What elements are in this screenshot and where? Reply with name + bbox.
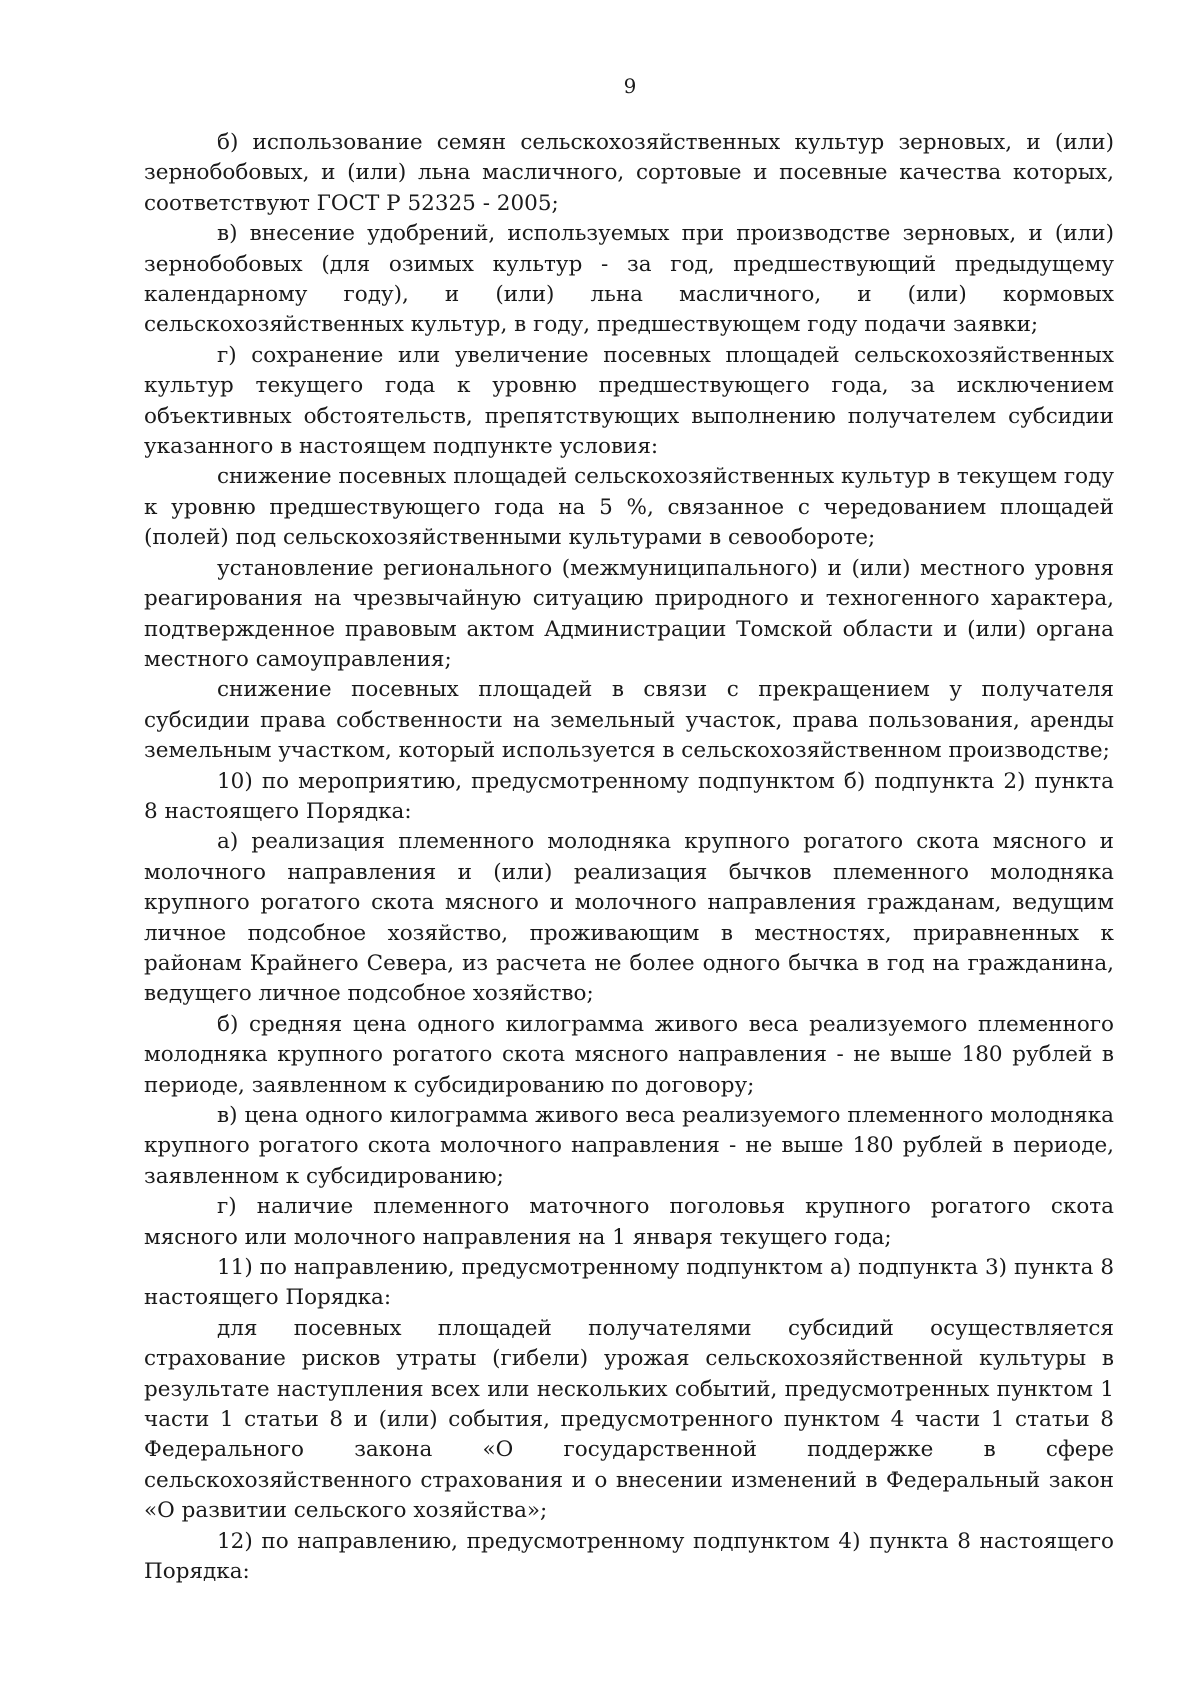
- paragraph: а) реализация племенного молодняка крупного рогатого скота мясного и молочного направления и (или) реализация бычков племенного молодняка крупного рогатого скота мясного и молочного направления гражданам, ведущим личное подсобное хозяйство, проживающим в местностях, приравненных к районам Крайнего Севера, из расчета не более одного бычка в год на гражданина, ведущего личное подсобное хозяйство;: [144, 829, 1114, 1007]
- paragraph: б) использование семян сельскохозяйственных культур зерновых, и (или) зернобобовых, и (или) льна масличного, сортовые и посевные качества которых, соответствуют ГОСТ Р 52325 - 2005;: [144, 130, 1114, 216]
- paragraph: снижение посевных площадей сельскохозяйственных культур в текущем году к уровню предшествующего года на 5 %, связанное с чередованием площадей (полей) под сельскохозяйственными культурами в севообороте;: [144, 464, 1114, 551]
- paragraph: в) внесение удобрений, используемых при производстве зерновых, и (или) зернобобовых (для озимых культур - за год, предшествующий предыдущему календарному году), и (или) льна масличного, и (или) кормовых сельскохозяйственных культур, в году, предшествующем году подачи заявки;: [144, 221, 1114, 338]
- paragraph: установление регионального (межмуниципального) и (или) местного уровня реагирования на чрезвычайную ситуацию природного и техногенного характера, подтвержденное правовым актом Администрации Томской области и (или) органа местного самоуправления;: [144, 555, 1114, 672]
- page-number: 9: [623, 74, 637, 98]
- paragraph: 12) по направлению, предусмотренному подпунктом 4) пункта 8 настоящего Порядка:: [144, 1528, 1114, 1585]
- paragraph: снижение посевных площадей в связи с прекращением у получателя субсидии права собственности на земельный участок, права пользования, аренды земельным участком, который используется в сельскохозяйственном производстве;: [144, 677, 1114, 764]
- paragraph: 10) по мероприятию, предусмотренному подпунктом б) подпункта 2) пункта 8 настоящего Порядка:: [144, 768, 1114, 824]
- paragraph: г) сохранение или увеличение посевных площадей сельскохозяйственных культур текущего года к уровню предшествующего года, за исключением объективных обстоятельств, препятствующих выполнению получателем субсидии указанного в настоящем подпункте условия:: [144, 342, 1114, 460]
- paragraph: в) цена одного килограмма живого веса реализуемого племенного молодняка крупного рогатого скота молочного направления - не выше 180 рублей в периоде, заявленном к субсидированию;: [144, 1103, 1114, 1189]
- paragraph: г) наличие племенного маточного поголовья крупного рогатого скота мясного или молочного направления на 1 января текущего года;: [144, 1194, 1114, 1250]
- document-body: [144, 128, 1114, 1588]
- paragraph: для посевных площадей получателями субсидий осуществляется страхование рисков утраты (гибели) урожая сельскохозяйственной культуры в результате наступления всех или нескольких событий, предусмотренных пунктом 1 части 1 статьи 8 и (или) события, предусмотренного пунктом 4 части 1 статьи 8 Федерального закона «О государственной поддержке в сфере сельскохозяйственного страхования и о внесении изменений в Федеральный закон «О развитии сельского хозяйства»;: [144, 1315, 1114, 1524]
- paragraph: 11) по направлению, предусмотренному подпунктом а) подпункта 3) пункта 8 настоящего Порядка:: [144, 1255, 1114, 1311]
- paragraph: б) средняя цена одного килограмма живого веса реализуемого племенного молодняка крупного рогатого скота мясного направления - не выше 180 рублей в периоде, заявленном к субсидированию по договору;: [144, 1011, 1114, 1098]
